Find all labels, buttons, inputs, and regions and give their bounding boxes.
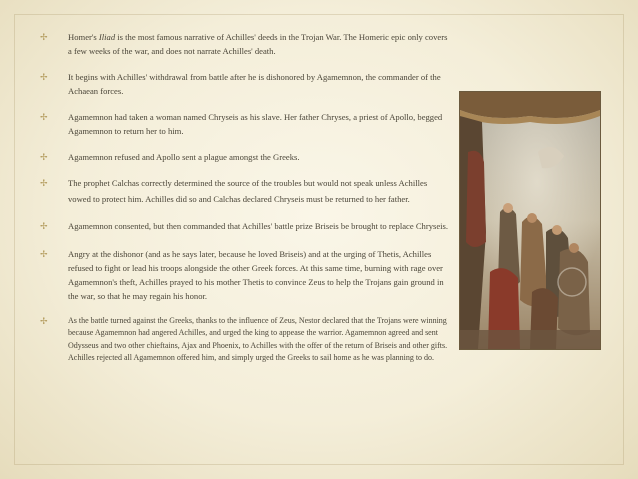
- bullet-icon: ✢: [40, 112, 48, 122]
- bullet-item: ✢ Homer's Iliad is the most famous narrative of Achilles' deeds in the Trojan War. The Homeric epic only covers a few weeks of the war, and does not narrate Achilles' death.: [40, 32, 448, 56]
- bullet-item: ✢ Agamemnon refused and Apollo sent a plague amongst the Greeks.: [40, 152, 300, 162]
- bullet-item: ✢ The prophet Calchas correctly determined the source of the troubles but would not speak unless Achilles vowed to protect him. Achilles did so and Calchas declared Chryseis must be returned to her father.: [40, 178, 428, 204]
- bullet-icon: ✢: [40, 152, 48, 162]
- bullet-list: [40, 30, 450, 365]
- bullet-item: ✢ Agamemnon had taken a woman named Chryseis as his slave. Her father Chryses, a priest of Apollo, begged Agamemnon to return her to him.: [40, 112, 443, 136]
- bullet-icon: ✢: [40, 221, 48, 231]
- bullet-item: ✢ As the battle turned against the Greeks, thanks to the influence of Zeus, Nestor declared that the Trojans were winning because Agamemnon had angered Achilles, and urged the king to appease the warrior. Agamemnon agreed and sent Odysseus and two other chieftains, Ajax and Phoenix, to Achilles with the offer of the return of Briseis and other gifts. Achilles rejected all Agamemnon offered him, and simply urged the Greeks to sail home as he was planning to do.: [40, 315, 448, 362]
- iliad-title: Iliad: [98, 32, 116, 42]
- bullet-icon: ✢: [40, 32, 48, 42]
- bullet-item: ✢ It begins with Achilles' withdrawal from battle after he is dishonored by Agamemnon, the commander of the Achaean forces.: [40, 72, 441, 96]
- fresco-painting-image: [459, 91, 601, 350]
- bullet-icon: ✢: [40, 178, 48, 188]
- bullet-icon: ✢: [40, 315, 48, 326]
- bullet-item: ✢ Agamemnon consented, but then commanded that Achilles' battle prize Briseis be brought to replace Chryseis.: [40, 219, 450, 235]
- bullet-icon: ✢: [40, 248, 48, 259]
- bullet-item: ✢ Angry at the dishonor (and as he says later, because he loved Briseis) and at the urging of Thetis, Achilles refused to fight or lead his troops alongside the other Greek forces. At this same time, burning with rage over Agamemnon's theft, Achilles prayed to his mother Thetis to convince Zeus to help the Trojans gain ground in the war, so that he may regain his honor.: [40, 248, 444, 301]
- bullet-icon: ✢: [40, 72, 48, 82]
